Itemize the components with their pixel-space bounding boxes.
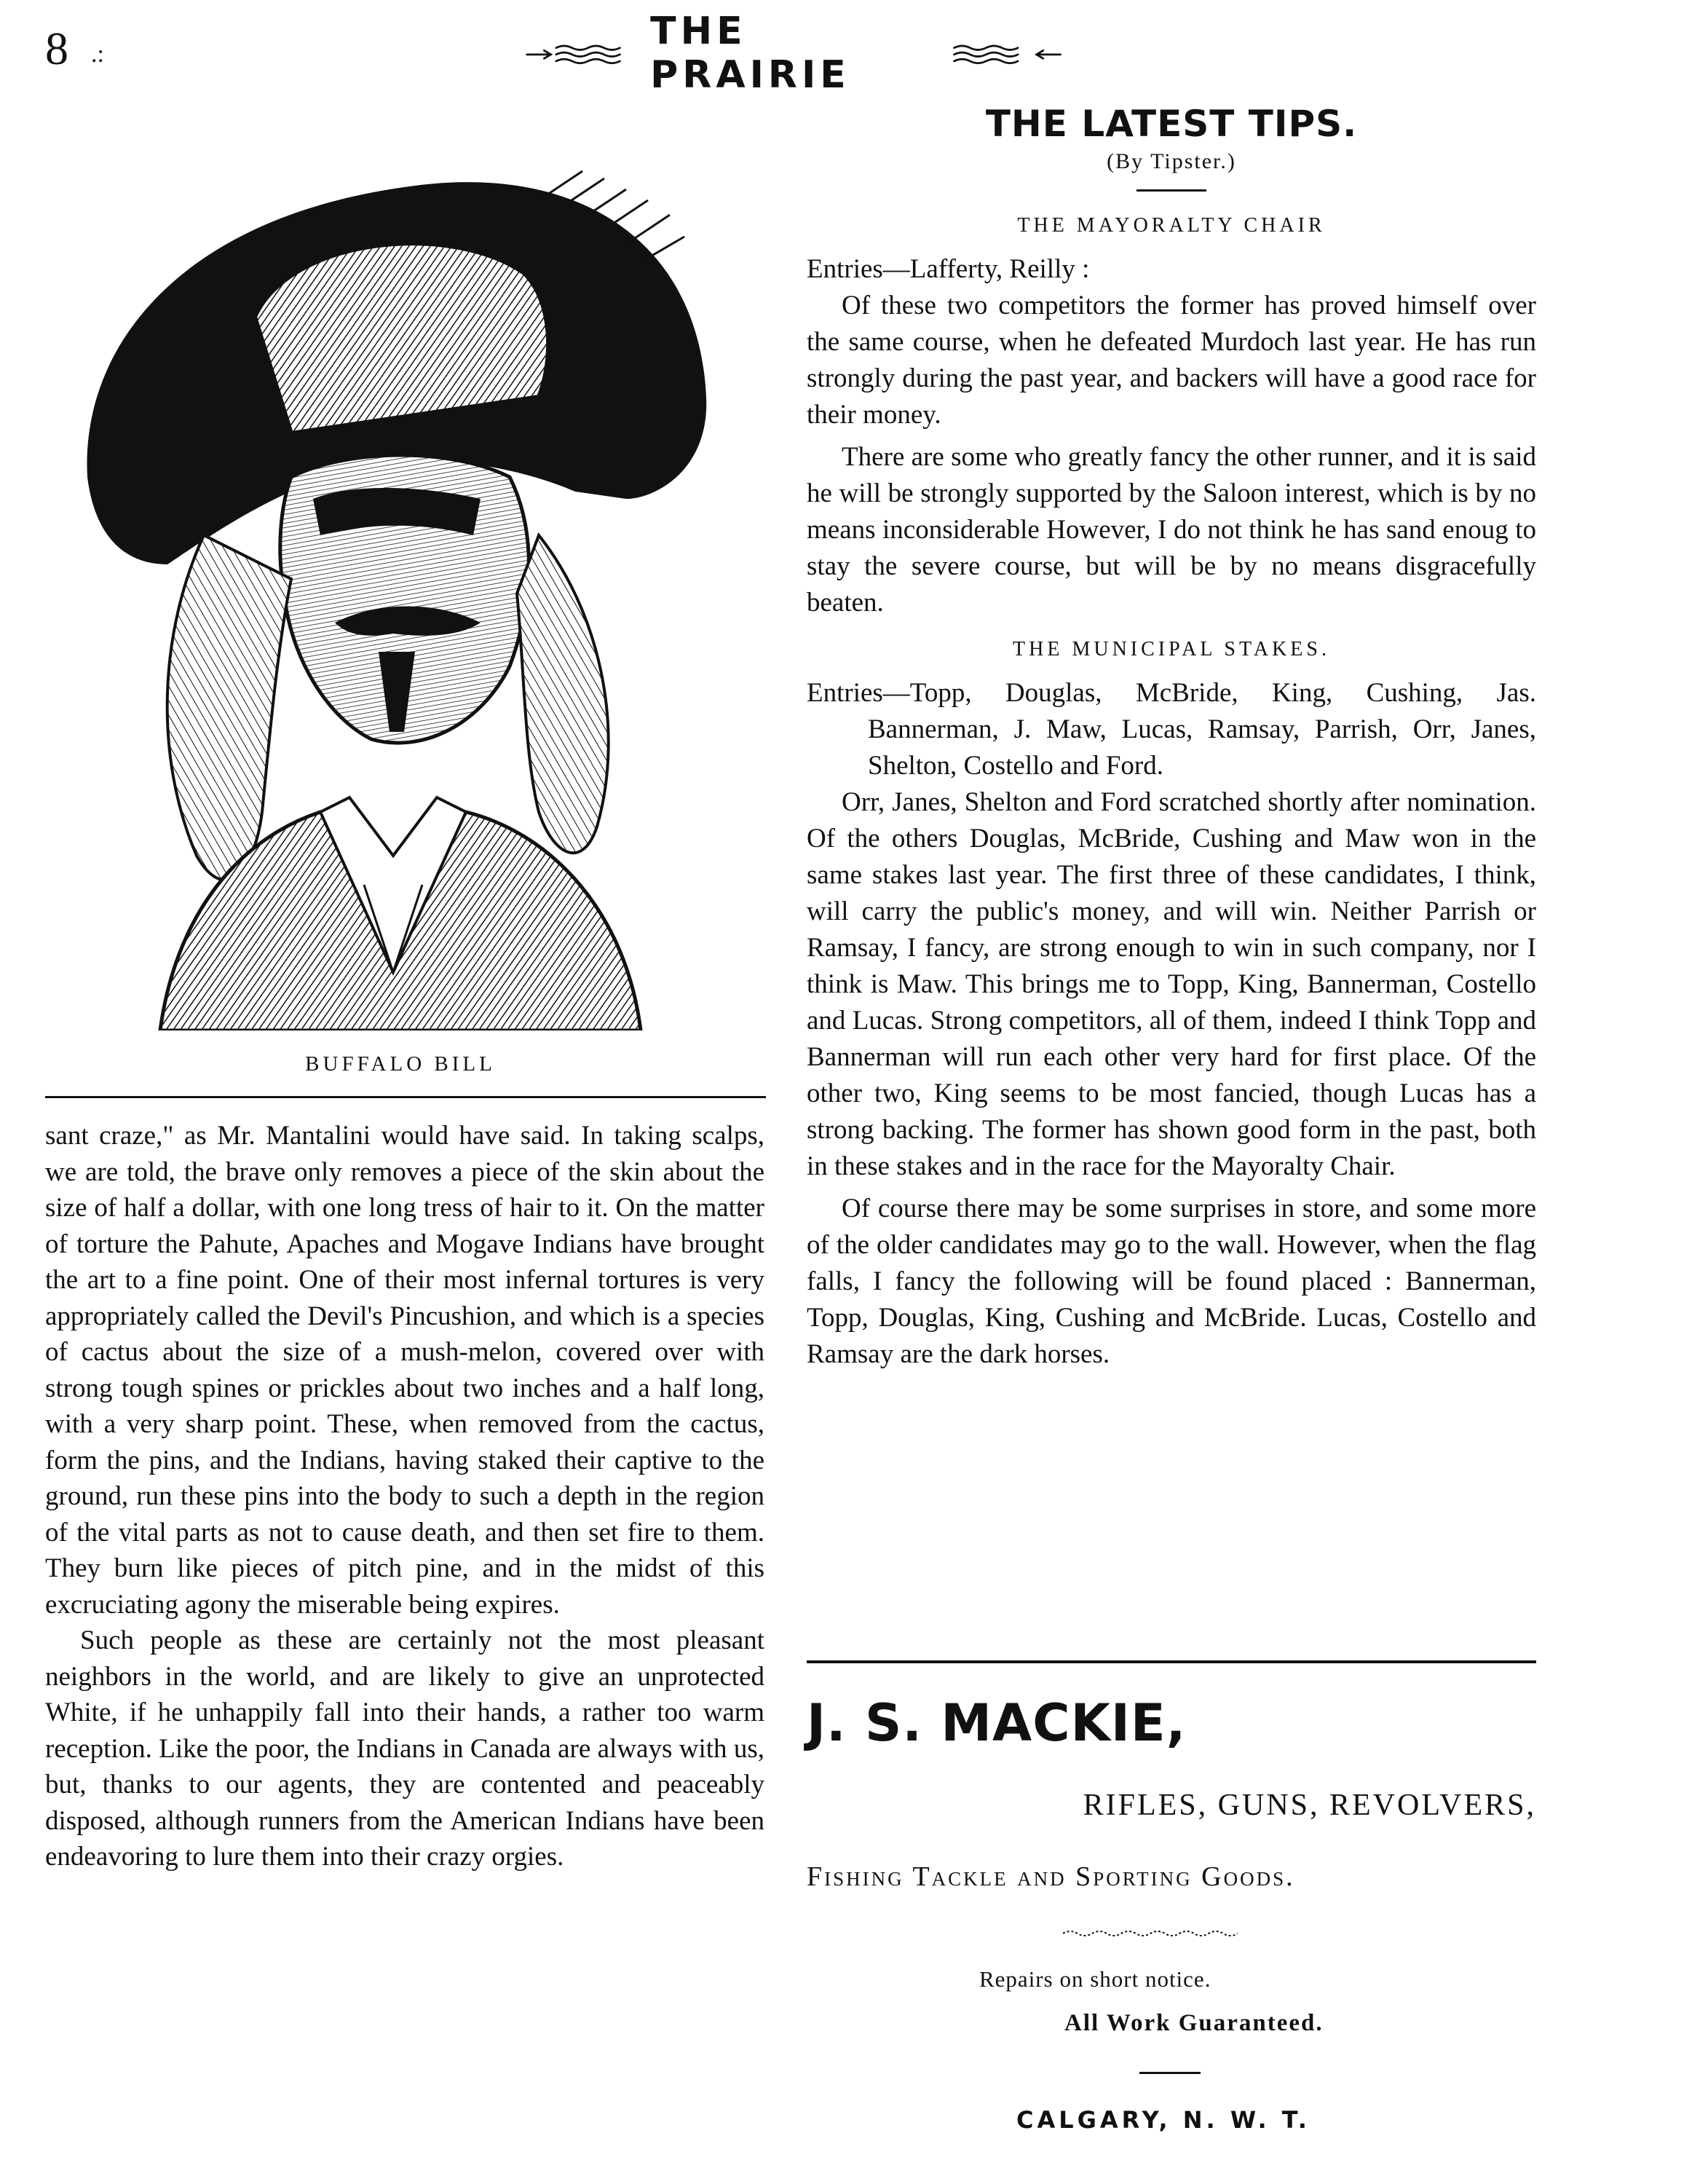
advertisement-guarantee: All Work Guaranteed. [1064, 2010, 1324, 2036]
masthead-title: THE PRAIRIE [650, 9, 850, 97]
advertisement-short-rule [1139, 2072, 1201, 2074]
advertisement-city: CALGARY, N. W. T. [1016, 2106, 1310, 2134]
municipal-paragraph-1: Orr, Janes, Shelton and Ford scratched shortly after nomination. Of the others Douglas, McBride, Cushing and Maw won in the same stakes last year. The first three of these candidates, I think, will carry the public's money, and will win. Neither Parrish or Ramsay, I fancy, are strong enough to win in such company, nor I think is Maw. This brings me to Topp, King, Bannerman, Costello and Lucas. Strong competitors, all of them, indeed I think Topp and Bannerman will run each other very hard for first place. Of the other two, King seems to be most fancied, though Lucas has a strong backing. The former has shown good form in the past, both in these stakes and in the race for the Mayoralty Chair. [807, 787, 1536, 1181]
article [807, 102, 1536, 1373]
left-paragraph-1: sant craze," as Mr. Mantalini would have said. In taking scalps, we are told, the brave only removes a piece of the skin about the size of half a dollar, with one long tress of hair to it. On the matter of torture the Pahute, Apaches and Mogave Indians have brought the art to a fine point. One of their most infernal tortures is very appropriately called the Devil's Pincushion, and which is a species of cactus about the size of a mush-melon, covered over with strong tough spines or prickles about two inches and a half long, with a very sharp point. These, when removed from the cactus, form the pins, and the Indians, having staked their captive to the ground, run these pins into the body to such a depth in the region of the vital parts as not to cause death, and then set fire to them. They burn like pieces of pitch pine, and in the midst of this excruciating agony the miserable being expires. [45, 1121, 764, 1620]
advertisement-repairs: Repairs on short notice. [979, 1966, 1211, 1992]
municipal-paragraph-2: Of course there may be some surprises in store, and some more of the older candidates may go to the wall. However, when the flag falls, I fancy the following will be found placed : Bannerman, Topp, Douglas, King, Cushing and McBride. Lucas, Costello and Ramsay are the dark horses. [807, 1194, 1536, 1369]
title-rule [1136, 189, 1206, 192]
article-title: THE LATEST TIPS. [985, 103, 1358, 145]
mayoralty-paragraph-1: Of these two competitors the former has proved himself over the same course, when he defeated Murdoch last year. He has run strongly during the past year, and backers will have a good race for their money. [807, 291, 1536, 430]
left-flourish-icon [524, 39, 637, 68]
right-flourish-icon [950, 39, 1063, 68]
article-byline: (By Tipster.) [1107, 149, 1236, 173]
page-number: 8 [45, 23, 68, 74]
dotted-ornament-icon [1063, 1928, 1238, 1939]
left-column-text [45, 1118, 764, 1875]
section-heading-mayoralty: THE MAYORALTY CHAIR [1017, 214, 1326, 237]
stray-mark: .: [91, 41, 104, 68]
advertisement-line-firearms: RIFLES, GUNS, REVOLVERS, [1083, 1789, 1536, 1822]
masthead [524, 9, 1063, 97]
section-heading-municipal: THE MUNICIPAL STAKES. [1013, 638, 1330, 661]
advertisement-line-tackle: Fishing Tackle and Sporting Goods. [807, 1861, 1295, 1892]
advertiser-name: J. S. MACKIE, [807, 1693, 1187, 1753]
portrait-engraving-icon [73, 157, 713, 1030]
advertisement-divider [807, 1660, 1536, 1663]
illustration-caption: BUFFALO BILL [305, 1052, 496, 1076]
entries-mayoralty: Entries—Lafferty, Reilly : [807, 254, 1090, 284]
column-divider [45, 1096, 766, 1098]
entries-municipal: Entries—Topp, Douglas, McBride, King, Cushing, Jas. Bannerman, J. Maw, Lucas, Ramsay, Parrish, Orr, Janes, Shelton, Costello and Ford. [807, 678, 1536, 781]
mayoralty-paragraph-2: There are some who greatly fancy the other runner, and it is said he will be strongly supported by the Saloon interest, which is by no means inconsiderable However, I do not think he has sand enoug to stay the severe course, but will be by no means disgracefully beaten. [807, 442, 1536, 618]
left-paragraph-2: Such people as these are certainly not the most pleasant neighbors in the world, and are likely to give an unprotected White, if he unhappily fall into their hands, a rather too warm reception. Like the poor, the Indians in Canada are always with us, but, thanks to our agents, they are contented and peaceably disposed, although runners from the American Indians have been endeavoring to lure them into their crazy orgies. [45, 1625, 764, 1872]
